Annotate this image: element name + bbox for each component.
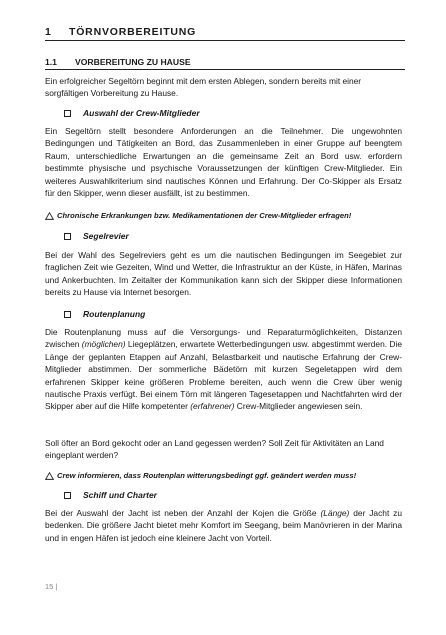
warning-route-change-text: Crew informieren, dass Routenplan witterungsbedingt ggf. geändert werden muss! (57, 471, 357, 480)
crew-paragraph: Ein Segeltörn stellt besondere Anforderungen an die Teilnehmer. Die ungewohnten Bedingungen und Tätigkeiten an Bord, das Zusammenleben in einer Gruppe auf beengtem Raum, unterschiedliche Erwartungen an die gemeinsame Zeit an Bord usw. erfordern bestimmte physische und psychische Voraussetzungen der künftigen Crew-Mitglieder. Ein weiteres Auswahlkriterium sind nautisches Können und Erfahrung. Der Co-Skipper als Ersatz für den Skipper, wenn dieser ausfällt, ist zu bestimmen. (45, 126, 402, 199)
page-number: 15 | (45, 582, 58, 591)
subheading-routenplanung-title: Routenplanung (83, 309, 146, 319)
warning-triangle-icon (45, 472, 54, 480)
schiff-text-b: der Jacht zu bedenken. Die größere Jacht bietet mehr Komfort im Seegang, beim Manövrieren in der Marina und in engen Häfen ist jedoch eine kleinere Jacht von Vorteil. (45, 508, 403, 543)
revier-paragraph: Bei der Wahl des Segelreviers geht es um die nautischen Bedingungen im Seegebiet zur fraglichen Zeit wie Gezeiten, Wind und Wetter, die Infrastruktur an der Küste, in Häfen, Marinas und Ankerbuchten. Im Zeitalter der Kommunikation kann sich der Skipper diese Informationen bereits zu Hause via Internet besorgen. (45, 250, 402, 298)
warning-route-change (45, 471, 405, 480)
subheading-schiff (64, 490, 157, 500)
warning-crew-health (45, 211, 405, 220)
section-title: VORBEREITUNG ZU HAUSE (75, 57, 191, 67)
routenplanung-text-c: Crew-Mitglieder angewiesen sein. (234, 401, 363, 412)
section-heading (45, 57, 405, 70)
checkbox-icon (64, 492, 71, 499)
subheading-revier (64, 231, 129, 241)
routenplanung-emphasis-a: (möglichen) (81, 339, 126, 350)
routenplanung-emphasis-b: (erfahrener) (190, 401, 235, 412)
schiff-text-a: Bei der Auswahl der Jacht ist neben der Anzahl der Kojen die Größe (45, 508, 321, 518)
section-number: 1.1 (45, 57, 57, 67)
intro-paragraph: Ein erfolgreicher Segeltörn beginnt mit dem ersten Ablegen, sondern bereits mit einer sorgfältigen Vorbereitung zu Hause. (45, 76, 362, 99)
checkbox-icon (64, 311, 71, 318)
checkbox-icon (64, 110, 71, 117)
checkbox-icon (64, 233, 71, 240)
routenplanung-paragraph (45, 326, 402, 413)
subheading-schiff-title: Schiff und Charter (83, 490, 157, 500)
schiff-paragraph (45, 507, 402, 544)
warning-crew-health-text: Chronische Erkrankungen bzw. Medikamentationen der Crew-Mitglieder erfragen! (57, 211, 352, 220)
chapter-title: TÖRNVORBEREITUNG (69, 26, 197, 38)
subheading-crew-title: Auswahl der Crew-Mitglieder (83, 108, 200, 118)
routenplanung-question: Soll öfter an Bord gekocht oder an Land gegessen werden? Soll Zeit für Aktivitäten an Land eingeplant werden? (45, 438, 384, 461)
schiff-emphasis: (Länge) (320, 508, 350, 518)
subheading-crew (64, 108, 200, 118)
chapter-number: 1 (45, 26, 52, 38)
subheading-routenplanung (64, 309, 145, 319)
routenplanung-text-a: Die Routenplanung muss auf die Versorgungs- und Reparaturmöglichkeiten, Distanzen zwischen (45, 327, 402, 350)
routenplanung-text-b: Liegeplätzen, erwartete Wetterbedingungen usw. abgestimmt werden. Die Länge der geplanten Etappen auf Anzahl, Belastbarkeit und nautische Erfahrung der Crew-Mitglieder abstimmen. Der sommerliche Bädetörn mit kurzen Segeletappen wird dem erfahrenen Skipper keine größeren Probleme bereiten, auch wenn die Crew über wenig nautische Praxis verfügt. Bei einem Törn mit längeren Tagesetappen und Nachtfahrten wird der Skipper aber auf die Hilfe kompetenter (45, 339, 402, 412)
chapter-heading (45, 26, 405, 41)
warning-triangle-icon (45, 212, 54, 220)
subheading-revier-title: Segelrevier (83, 231, 129, 241)
